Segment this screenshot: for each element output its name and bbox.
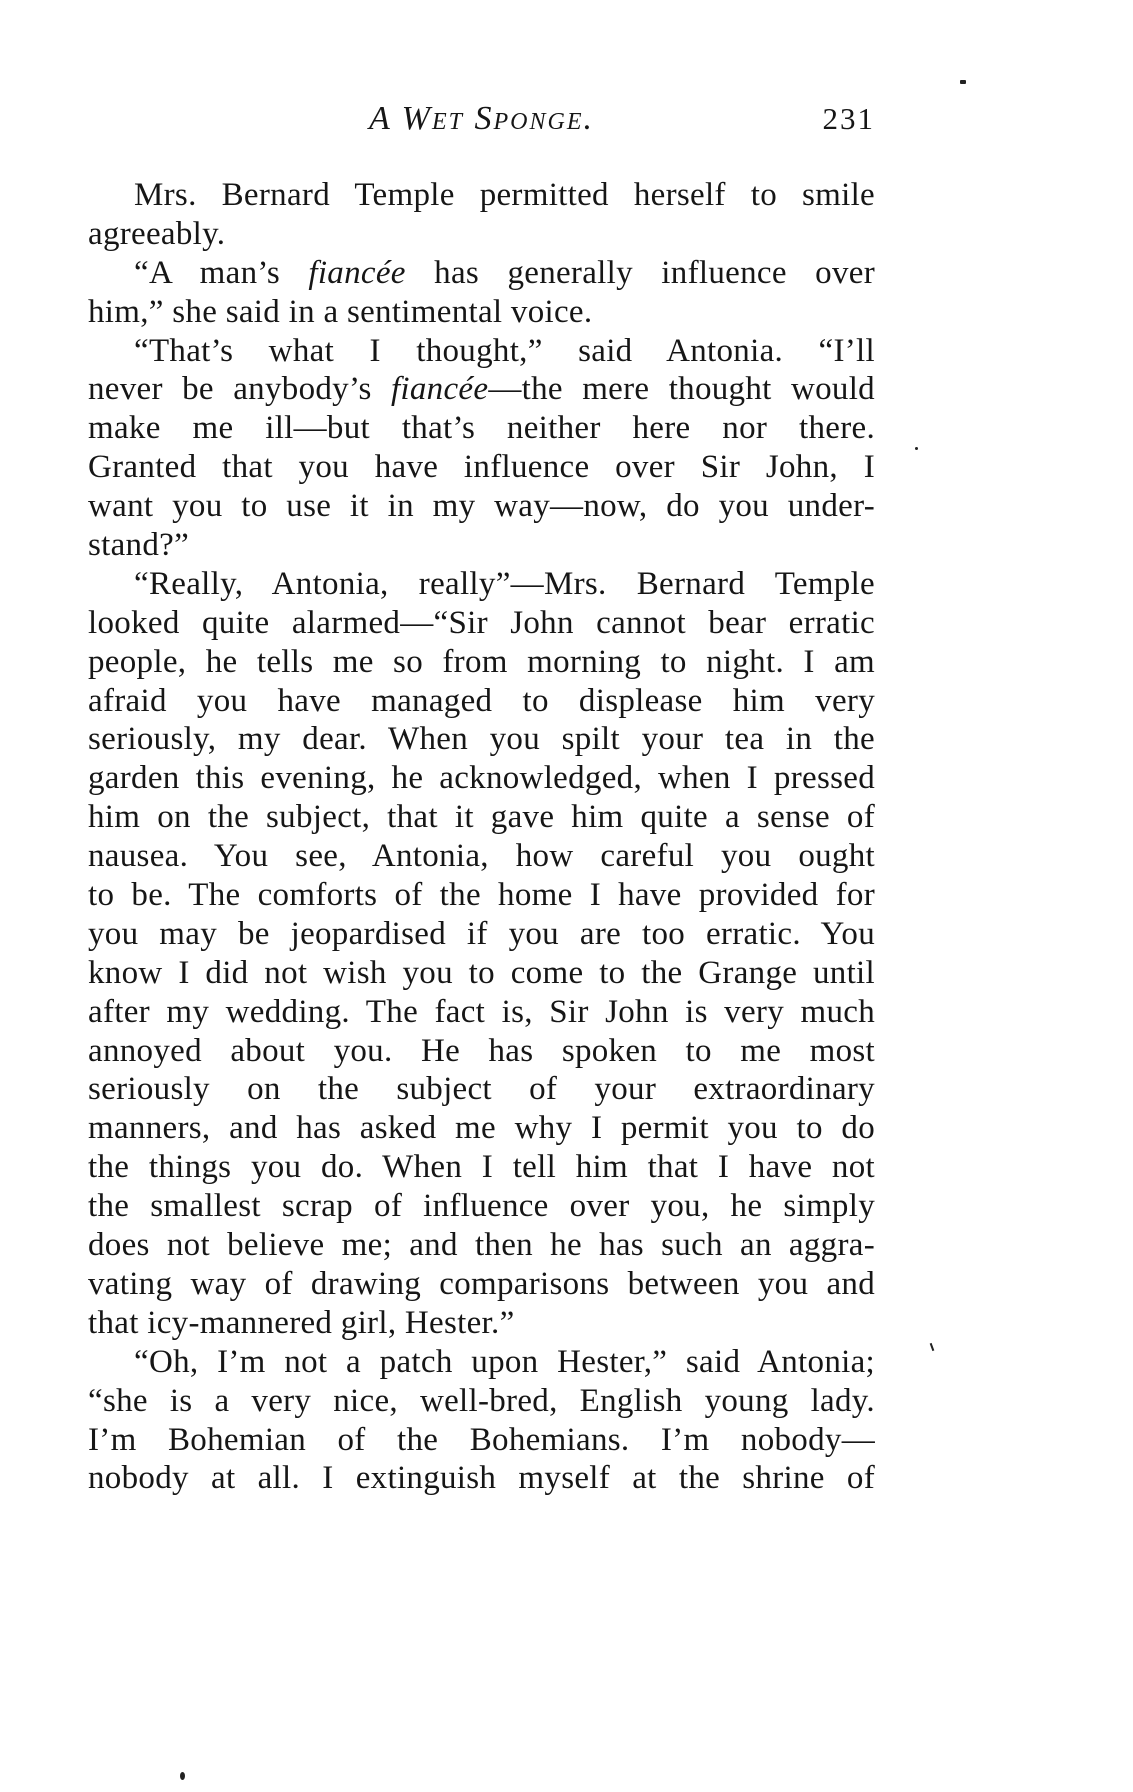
running-head — [88, 97, 875, 141]
text-line — [88, 915, 875, 954]
text-run: “A man’s — [134, 254, 309, 291]
text-line — [88, 837, 875, 876]
text-line — [88, 448, 875, 487]
text-run: —the mere thought would — [488, 371, 875, 408]
text-run: garden this evening, he acknowledged, when I pressed — [88, 760, 875, 797]
text-run: looked quite alarmed—“Sir John cannot bear erratic — [88, 604, 875, 641]
ink-speck — [960, 80, 966, 84]
text-run: “she is a very nice, well-bred, English young lady. — [88, 1382, 875, 1419]
text-line — [88, 176, 875, 215]
text-run: after my wedding. The fact is, Sir John is very much — [88, 993, 875, 1030]
text-line — [88, 682, 875, 721]
text-line — [88, 215, 875, 254]
text-run: stand?” — [88, 527, 190, 564]
text-line — [88, 370, 875, 409]
text-line — [88, 1382, 875, 1421]
text-run: to be. The comforts of the home I have provided for — [88, 877, 875, 914]
text-run: that icy-mannered girl, Hester.” — [88, 1304, 515, 1341]
body-text — [88, 176, 875, 1498]
text-run: know I did not wish you to come to the Grange until — [88, 954, 875, 991]
text-line — [88, 954, 875, 993]
text-run: afraid you have managed to displease him very — [88, 682, 875, 719]
text-line — [88, 876, 875, 915]
text-line — [88, 1148, 875, 1187]
text-run: people, he tells me so from morning to night. I am — [88, 643, 875, 680]
text-run: seriously, my dear. When you spilt your tea in the — [88, 721, 875, 758]
text-run: the smallest scrap of influence over you, he simply — [88, 1188, 875, 1225]
text-line — [88, 798, 875, 837]
text-run: “Really, Antonia, really”—Mrs. Bernard Temple — [134, 565, 875, 602]
paragraph — [88, 176, 875, 254]
text-line — [88, 759, 875, 798]
text-run: “That’s what I thought,” said Antonia. “I’ll — [134, 332, 875, 369]
text-run: never be anybody’s — [88, 371, 391, 408]
running-title: A Wet Sponge. — [369, 100, 594, 137]
text-line — [88, 1109, 875, 1148]
text-line — [88, 604, 875, 643]
text-line — [88, 720, 875, 759]
text-line — [88, 1032, 875, 1071]
text-run: want you to use it in my way—now, do you under- — [88, 488, 875, 525]
text-run: vating way of drawing comparisons between you and — [88, 1265, 875, 1302]
text-run: “Oh, I’m not a patch upon Hester,” said Antonia; — [134, 1343, 875, 1380]
text-line — [88, 293, 875, 332]
text-run: manners, and has asked me why I permit you to do — [88, 1110, 875, 1147]
text-line — [88, 1343, 875, 1382]
text-line — [88, 1187, 875, 1226]
page-number: 231 — [822, 101, 875, 136]
text-line — [88, 1070, 875, 1109]
text-line — [88, 254, 875, 293]
text-run: him,” she said in a sentimental voice. — [88, 293, 593, 330]
text-line — [88, 565, 875, 604]
text-run: nausea. You see, Antonia, how careful you ought — [88, 838, 875, 875]
text-run: annoyed about you. He has spoken to me most — [88, 1032, 875, 1069]
text-run: him on the subject, that it gave him quite a sense of — [88, 799, 875, 836]
text-line — [88, 1226, 875, 1265]
text-line — [88, 1421, 875, 1460]
text-run: agreeably. — [88, 215, 226, 252]
text-run: Mrs. Bernard Temple permitted herself to smile — [134, 177, 875, 213]
text-line — [88, 643, 875, 682]
text-run: seriously on the subject of your extraordinary — [88, 1071, 875, 1108]
paragraph — [88, 332, 875, 565]
paragraph — [88, 565, 875, 1343]
text-run: nobody at all. I extinguish myself at the shrine of — [88, 1460, 875, 1497]
text-run: I’m Bohemian of the Bohemians. I’m nobody— — [88, 1421, 875, 1458]
text-line — [88, 526, 875, 565]
ink-speck — [930, 1343, 935, 1351]
text-run: you may be jeopardised if you are too erratic. You — [88, 915, 875, 952]
paragraph — [88, 254, 875, 332]
text-run: has generally influence over — [405, 254, 875, 291]
text-run: Granted that you have influence over Sir John, I — [88, 449, 875, 486]
text-line — [88, 993, 875, 1032]
text-line — [88, 487, 875, 526]
text-line — [88, 1459, 875, 1498]
paragraph — [88, 1343, 875, 1499]
text-line — [88, 1304, 875, 1343]
text-run: does not believe me; and then he has such an aggra- — [88, 1227, 875, 1264]
text-line — [88, 1265, 875, 1304]
text-run: make me ill—but that’s neither here nor there. — [88, 410, 875, 447]
italic-word: fiancée — [390, 371, 489, 408]
text-run: the things you do. When I tell him that I have not — [88, 1149, 875, 1186]
text-line — [88, 409, 875, 448]
ink-speck — [915, 447, 918, 450]
text-line — [88, 332, 875, 371]
ink-speck — [180, 1772, 185, 1780]
italic-word: fiancée — [308, 254, 406, 291]
